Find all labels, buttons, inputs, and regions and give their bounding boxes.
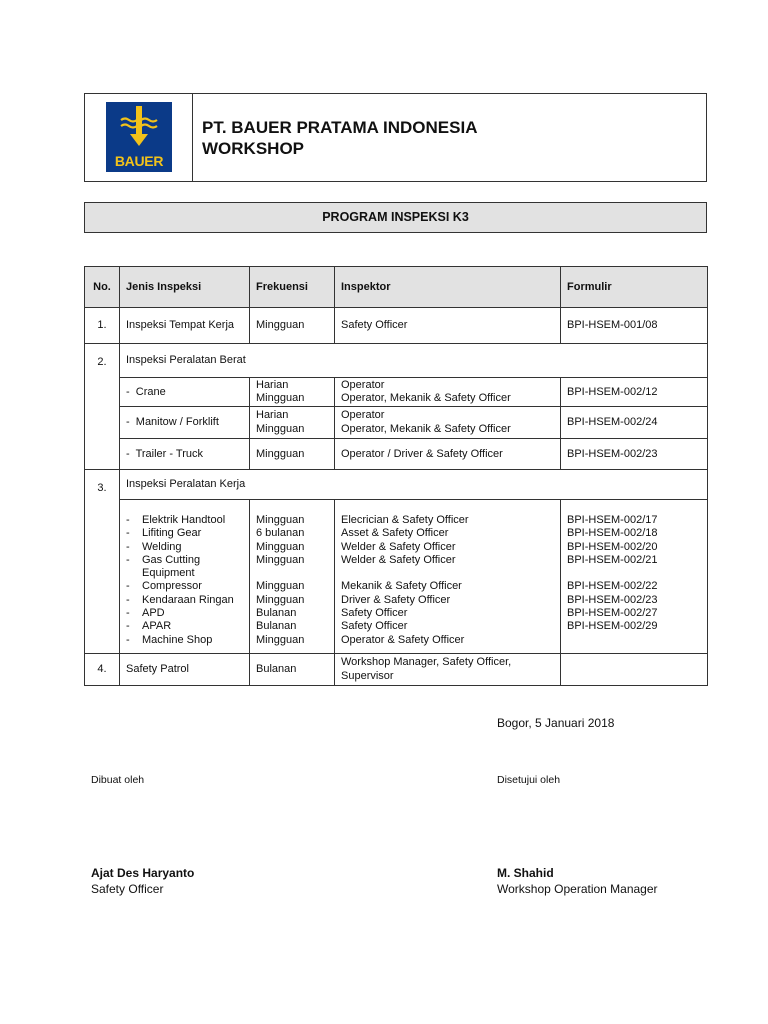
row-frekuensi: Harian Mingguan xyxy=(250,407,335,439)
list-item: - Welding xyxy=(126,540,182,553)
row-inspektor: Workshop Manager, Safety Officer, Supervisor xyxy=(335,654,561,686)
row-no: 1. xyxy=(85,308,120,344)
table-header-row xyxy=(85,267,708,308)
row-inspektor: Operator Operator, Mekanik & Safety Officer xyxy=(335,407,561,439)
row-formulir: BPI-HSEM-001/08 xyxy=(561,308,708,344)
row-group-title: Inspeksi Peralatan Kerja xyxy=(120,470,708,500)
approver-name: M. Shahid xyxy=(497,866,554,880)
row-frekuensi: Harian Mingguan xyxy=(250,378,335,407)
list-item: - Gas Cutting xyxy=(126,553,201,566)
maker-role: Safety Officer xyxy=(91,882,164,896)
list-item: - Elektrik Handtool xyxy=(126,514,226,526)
table-row xyxy=(85,654,708,686)
list-item: - Kendaraan Ringan xyxy=(126,593,234,606)
approver-role: Workshop Operation Manager xyxy=(497,882,658,896)
row-jenis: Inspeksi Tempat Kerja xyxy=(120,308,250,344)
list-item: - Compressor xyxy=(126,580,202,593)
row-group-title: Inspeksi Peralatan Berat xyxy=(120,344,708,378)
header-jenis: Jenis Inspeksi xyxy=(120,267,250,308)
approved-by-label: Disetujui oleh xyxy=(497,774,561,786)
row-no: 4. xyxy=(85,654,120,686)
row-frekuensi: Mingguan xyxy=(250,439,335,470)
row-formulir xyxy=(561,654,708,686)
row-formulir: BPI-HSEM-002/23 xyxy=(561,439,708,470)
row-inspektor: Safety Officer xyxy=(335,308,561,344)
program-title: PROGRAM INSPEKSI K3 xyxy=(84,202,707,233)
row-frekuensi: Mingguan xyxy=(250,308,335,344)
maker-name: Ajat Des Haryanto xyxy=(91,866,195,880)
row-frekuensi: Bulanan xyxy=(250,654,335,686)
table-row xyxy=(85,308,708,344)
row-formulir: BPI-HSEM-002/12 xyxy=(561,378,708,407)
header-formulir: Formulir xyxy=(561,267,708,308)
company-line-1: PT. BAUER PRATAMA INDONESIA xyxy=(202,118,478,137)
row-jenis: - Trailer - Truck xyxy=(120,439,250,470)
table-row xyxy=(85,470,708,500)
table-row xyxy=(85,500,708,654)
row-inspektor: Operator / Driver & Safety Officer xyxy=(335,439,561,470)
row-frekuensi-list: Mingguan 6 bulanan Mingguan Mingguan Mingguan Mingguan Bulanan Bulanan Mingguan xyxy=(250,500,335,654)
row-no: 2. xyxy=(85,344,120,470)
inspection-table xyxy=(84,266,708,686)
row-jenis-list xyxy=(120,500,250,654)
header-frekuensi: Frekuensi xyxy=(250,267,335,308)
document-header xyxy=(84,93,707,182)
document-date: Bogor, 5 Januari 2018 xyxy=(497,716,615,730)
row-formulir: BPI-HSEM-002/24 xyxy=(561,407,708,439)
logo-cell xyxy=(85,94,193,181)
row-jenis: Safety Patrol xyxy=(120,654,250,686)
list-item: - Machine Shop xyxy=(126,633,213,646)
made-by-label: Dibuat oleh xyxy=(91,774,145,786)
row-no: 3. xyxy=(85,470,120,654)
table-row xyxy=(85,439,708,470)
header-no: No. xyxy=(85,267,120,308)
table-row xyxy=(85,378,708,407)
company-name xyxy=(202,117,477,159)
row-inspektor: Operator Operator, Mekanik & Safety Officer xyxy=(335,378,561,407)
row-jenis: - Crane xyxy=(120,378,250,407)
bauer-pile-icon xyxy=(106,102,172,154)
header-inspektor: Inspektor xyxy=(335,267,561,308)
row-formulir-list: BPI-HSEM-002/17 BPI-HSEM-002/18 BPI-HSEM-002/20 BPI-HSEM-002/21 BPI-HSEM-002/22 BPI-HSEM-002/23 BPI-HSEM-002/27 BPI-HSEM-002/29 xyxy=(561,500,708,654)
table-row xyxy=(85,407,708,439)
logo-wordmark: BAUER xyxy=(114,153,164,169)
list-item: - Lifiting Gear xyxy=(126,527,202,540)
list-item: - APD xyxy=(126,607,165,620)
row-jenis: - Manitow / Forklift xyxy=(120,407,250,439)
list-item: Equipment xyxy=(142,567,195,580)
bauer-logo xyxy=(106,102,172,172)
row-inspektor-list: Elecrician & Safety Officer Asset & Safety Officer Welder & Safety Officer Welder & Safety Officer Mekanik & Safety Officer Driver & Safety Officer Safety Officer Safety Officer Operator & Safety Officer xyxy=(335,500,561,654)
list-item: - APAR xyxy=(126,620,172,633)
table-row xyxy=(85,344,708,378)
company-line-2: WORKSHOP xyxy=(202,139,304,158)
